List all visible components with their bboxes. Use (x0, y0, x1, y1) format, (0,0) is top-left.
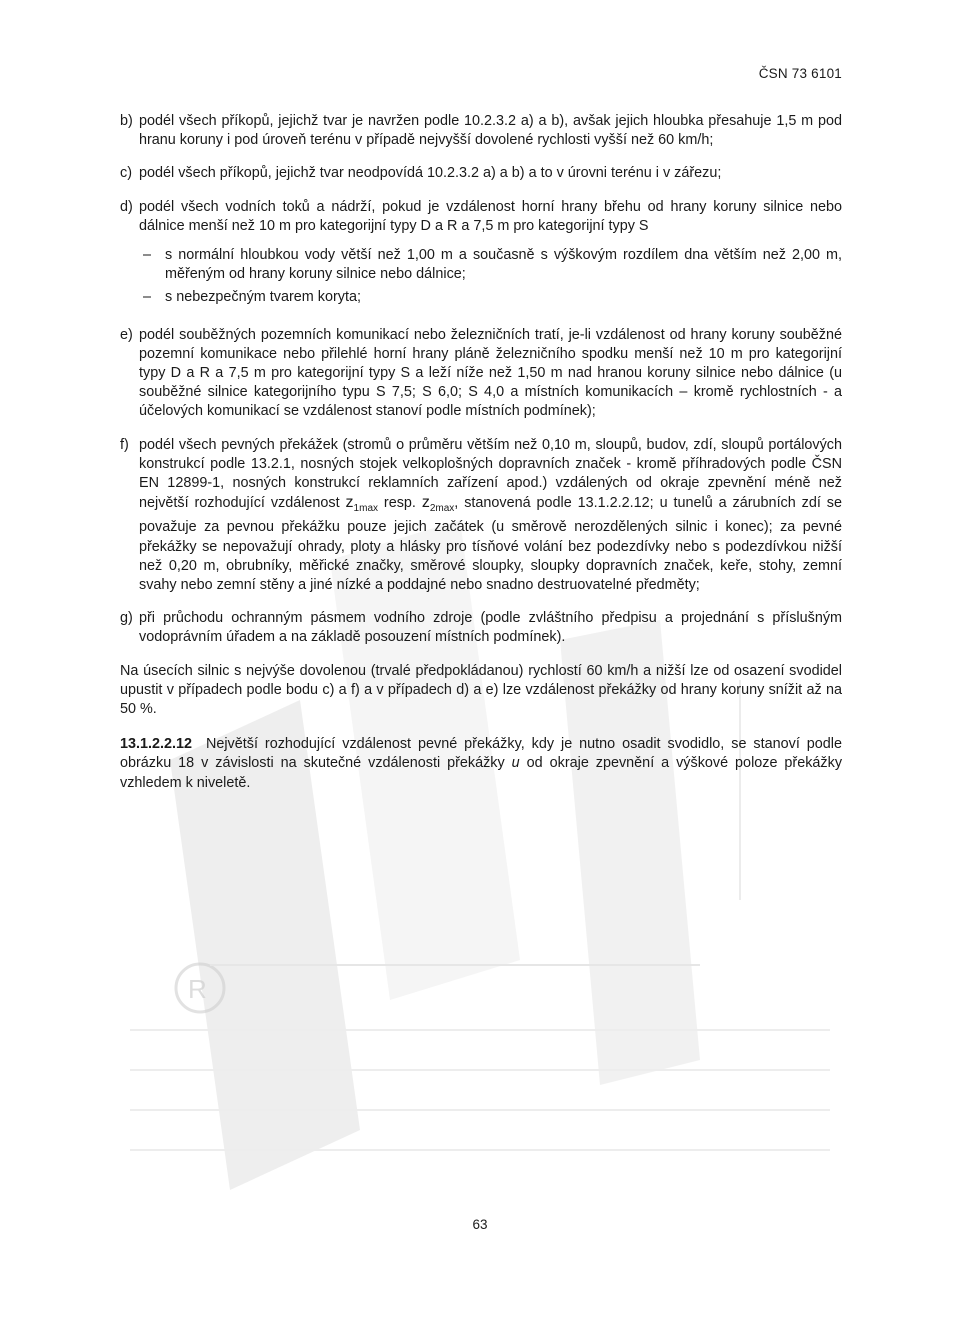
variable-z: z (345, 494, 354, 512)
subscript: 2max (429, 503, 455, 515)
list-item-label: e) (120, 326, 133, 343)
list-item-d (120, 198, 842, 312)
svg-text:R: R (188, 974, 207, 1004)
list-item-label: c) (120, 165, 132, 182)
variable-u: u (511, 755, 520, 772)
list-item-f (120, 436, 842, 596)
list-item-c (120, 164, 842, 183)
page-number: 63 (472, 1217, 488, 1232)
sub-item-dash: – (143, 289, 152, 306)
variable-z: z (421, 494, 430, 512)
list-item-text (139, 436, 842, 596)
sub-item (139, 246, 842, 284)
document-id: ČSN 73 6101 (758, 66, 842, 81)
list-item-g (120, 609, 842, 647)
list-item-e (120, 326, 842, 422)
list-item-label: d) (120, 198, 133, 215)
list-item-label: g) (120, 610, 133, 627)
clause-text: od okraje zpevnění a výškové poloze překážky vzhledem k niveletě. (120, 755, 843, 791)
list-item-b (120, 112, 842, 150)
list-item-text: při průchodu ochranným pásmem vodního zdroje (podle zvláštního předpisu a projednání s příslušným vodoprávním úřadem a na základě posouzení místních podmínek). (139, 610, 842, 646)
clause-text: Největší rozhodující vzdálenost pevné překážky, kdy je nutno osadit svodidlo, se stanoví podle obrázku 18 v závislosti na skutečné vzdálenosti překážky (120, 736, 842, 772)
list-item-label: f) (120, 436, 129, 453)
sub-item-text: s nebezpečným tvarem koryta; (165, 289, 361, 306)
list-item-text-part: podél všech pevných překážek (stromů o průměru větším než 0,10 m, sloupů, budov, zdí, sloupů portálových konstrukcí podle 13.2.1, nosných stojek velkoplošných dopravních značek - kromě příhradových podle ČSN EN 12899-1, nosných konstrukcí reklamních zařízení apod.) vzdálených od okraje zpevnění méně než největší rozhodující vzdálenost (139, 436, 842, 512)
list-item-text: podél souběžných pozemních komunikací nebo železničních tratí, je-li vzdálenost od hrany koruny souběžné pozemní komunikace nebo přilehlé horní hrany pláně železničního spodku menší než 10 m pro kategorijní typy D a R a 7,5 m pro kategorijní typy S a leží níže než 1,50 m nad hranou koruny silnice nebo dálnice (u souběžné silnice kategorijního typu S 7,5; S 6,0; S 4,0 a místních komunikacích – kromě rychlostních - a účelových komunikací se vzdálenost stanoví podle místních podmínek); (139, 326, 842, 420)
resp-word: resp. (383, 495, 416, 512)
subscript: 1max (353, 503, 378, 515)
sub-list (139, 246, 842, 308)
list-item-label: b) (120, 113, 133, 129)
list-item-text: podél všech příkopů, jejichž tvar je navržen podle 10.2.3.2 a) a b), avšak jejich hloubka přesahuje 1,5 m pod hranu koruny i pod úroveň terénu v případě nejvyšší dovolené rychlosti vyšší než 60 km/h; (139, 113, 842, 149)
clause-paragraph (120, 735, 842, 793)
body-text (120, 112, 842, 807)
list-item-text: podél všech příkopů, jejichž tvar neodpovídá 10.2.3.2 a) a b) a to v úrovni terénu i v zářezu; (139, 165, 722, 182)
note-paragraph: Na úsecích silnic s nejvýše dovolenou (trvalé předpokládanou) rychlostí 60 km/h a nižší lze od osazení svodidel upustit v případech podle bodu c) a f) a v případech d) a e) lze vzdálenost překážky od hrany koruny snížit až na 50 %. (120, 662, 842, 717)
sub-item-text: s normální hloubkou vody větší než 1,00 m a současně s výškovým rozdílem dna větším než 2,00 m, měřeným od hrany koruny silnice nebo dálnice; (165, 247, 842, 283)
clause-number: 13.1.2.2.12 (120, 736, 193, 753)
sub-item (139, 288, 842, 307)
sub-item-dash: – (143, 247, 152, 264)
list-item-text-part: , stanovená podle 13.1.2.2.12; u tunelů a zárubních zdí se považuje za pevnou překážku pouze jejich začátek (u směrově nerozdělených silnic i konec); za pevné překážky se nepovažují ohrady, ploty a hlásky pro tísňové volání bez podezdívky nebo s podezdívkou nižší než 0,20 m, obrubníky, měřické značky, směrové sloupky, sloupky dopravních značek, keře, stohy, zemní svahy nebo zemní stěny a jiné nízké a poddajné nebo snadno destruovatelné předměty; (139, 495, 842, 593)
list-item-text: podél všech vodních toků a nádrží, pokud je vzdálenost horní hrany břehu od hrany koruny silnice nebo dálnice menší než 10 m pro kategorijní typy D a R a 7,5 m pro kategorijní typy S (139, 198, 842, 234)
